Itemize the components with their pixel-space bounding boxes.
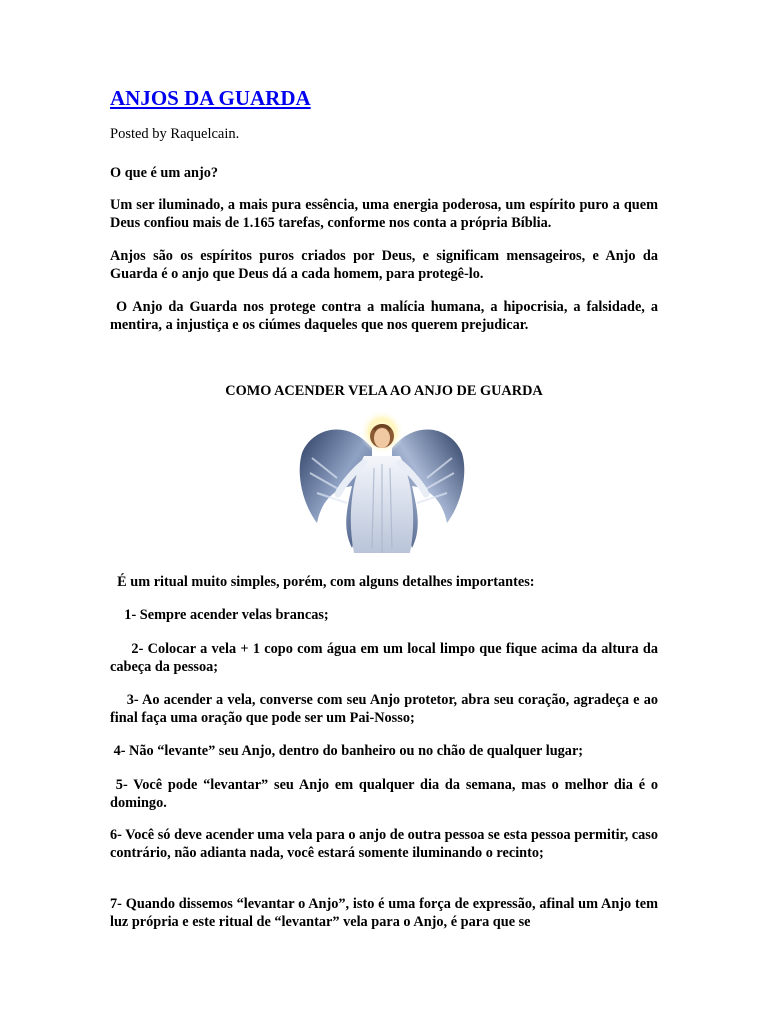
- angel-illustration: [292, 408, 472, 558]
- intro-question: O que é um anjo?: [110, 165, 219, 181]
- step-4: 4- Não “levante” seu Anjo, dentro do banheiro ou no chão de qualquer lugar;: [110, 743, 584, 759]
- page-title-link[interactable]: ANJOS DA GUARDA: [110, 86, 311, 110]
- posted-by: Posted by Raquelcain.: [110, 126, 240, 142]
- step-1: 1- Sempre acender velas brancas;: [110, 607, 329, 623]
- step-6: 6- Você só deve acender uma vela para o anjo de outra pessoa se esta pessoa permitir, caso contrário, não adianta nada, você estará somente iluminando o recinto;: [110, 827, 658, 861]
- intro-paragraph-2: Anjos são os espíritos puros criados por Deus, e significam mensageiros, e Anjo da Guarda é o anjo que Deus dá a cada homem, para protegê-lo.: [110, 248, 658, 282]
- step-7: 7- Quando dissemos “levantar o Anjo”, isto é uma força de expressão, afinal um Anjo tem luz própria e este ritual de “levantar” vela para o Anjo, é para que se: [110, 896, 658, 930]
- section-heading: COMO ACENDER VELA AO ANJO DE GUARDA: [225, 383, 543, 399]
- intro-paragraph-3: O Anjo da Guarda nos protege contra a malícia humana, a hipocrisia, a falsidade, a mentira, a injustiça e os ciúmes daqueles que nos querem prejudicar.: [110, 299, 662, 333]
- step-5: 5- Você pode “levantar” seu Anjo em qualquer dia da semana, mas o melhor dia é o domingo.: [110, 777, 662, 811]
- step-2: 2- Colocar a vela + 1 copo com água em um local limpo que fique acima da altura da cabeça da pessoa;: [110, 641, 662, 675]
- step-3: 3- Ao acender a vela, converse com seu Anjo protetor, abra seu coração, agradeça e ao final faça uma oração que pode ser um Pai-Nosso;: [110, 692, 662, 726]
- intro-paragraph-1: Um ser iluminado, a mais pura essência, uma energia poderosa, um espírito puro a quem Deus confiou mais de 1.165 tarefas, conforme nos conta a própria Bíblia.: [110, 197, 658, 231]
- ritual-intro: É um ritual muito simples, porém, com alguns detalhes importantes:: [110, 574, 535, 590]
